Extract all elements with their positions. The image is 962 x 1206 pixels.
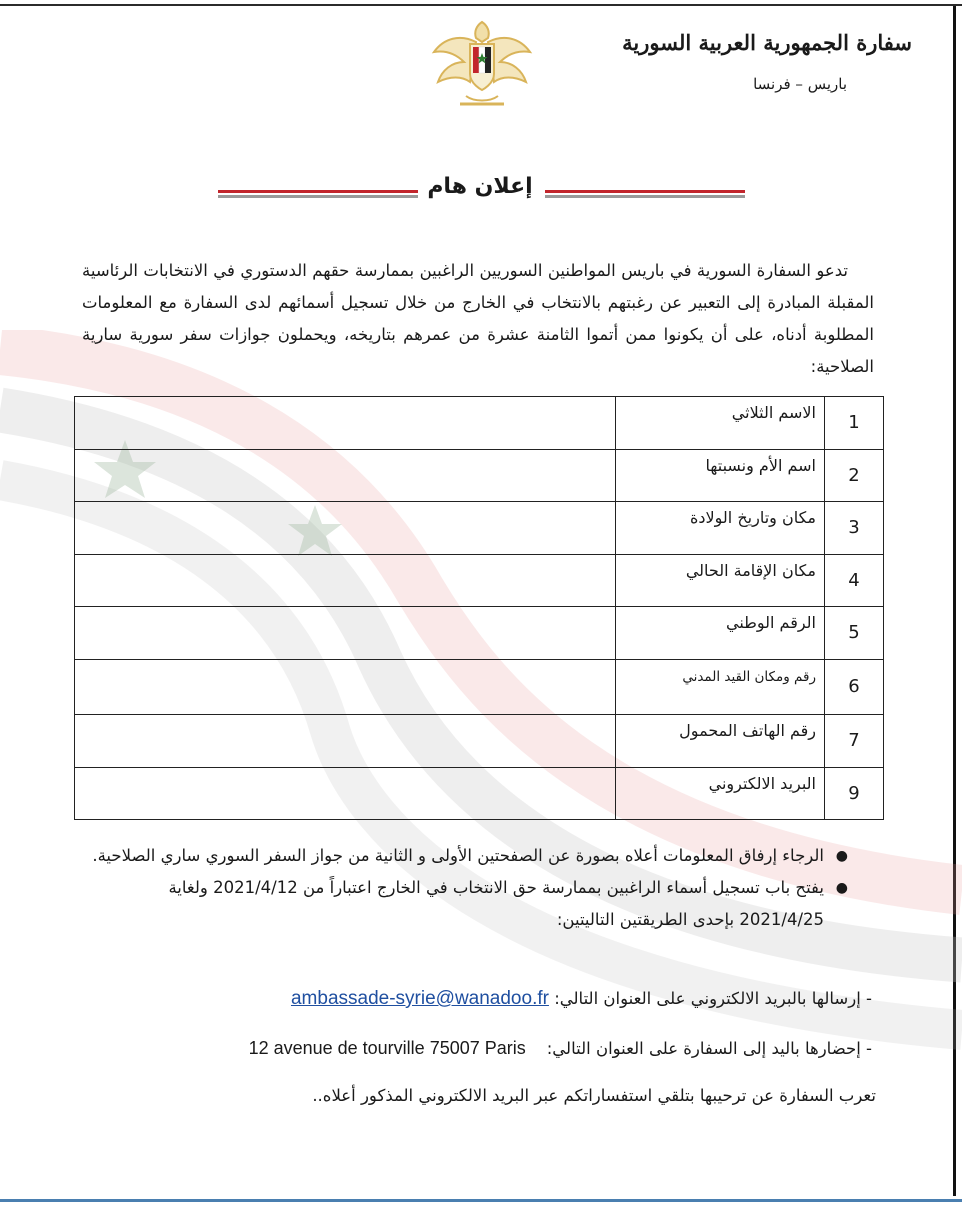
row-number: 2 bbox=[825, 449, 884, 502]
registration-info-table bbox=[74, 396, 884, 820]
row-number: 9 bbox=[825, 767, 884, 820]
bullet-icon: ● bbox=[835, 880, 848, 896]
table-row bbox=[75, 397, 884, 450]
row-label: البريد الالكتروني bbox=[616, 767, 825, 820]
row-label: الرقم الوطني bbox=[616, 607, 825, 660]
notes-list bbox=[84, 840, 854, 936]
row-number: 5 bbox=[825, 607, 884, 660]
intro-paragraph: تدعو السفارة السورية في باريس المواطنين السوريين الراغبين بممارسة حقهم الدستوري في الانتخابات الرئاسية المقبلة المبادرة إلى التعبير عن رغبتهم بالانتخاب في الخارج من خلال تسجيل أسمائهم لدى السفارة مع المعلومات المطلوبة أدناه، على أن يكونوا ممن أتموا الثامنة عشرة من عمرهم بتاريخه، ويحملون جوازات سفر سورية سارية الصلاحية: bbox=[82, 261, 874, 376]
email-method-label: - إرسالها بالبريد الالكتروني على العنوان التالي: bbox=[554, 989, 872, 1008]
page-frame-top bbox=[0, 4, 962, 6]
table-row bbox=[75, 554, 884, 607]
row-label: مكان وتاريخ الولادة bbox=[616, 502, 825, 555]
row-value-cell bbox=[75, 502, 616, 555]
hand-delivery-label: - إحضارها باليد إلى السفارة على العنوان التالي: bbox=[546, 1039, 872, 1058]
syrian-eagle-emblem-icon bbox=[430, 12, 534, 116]
row-label: الاسم الثلاثي bbox=[616, 397, 825, 450]
table-row bbox=[75, 502, 884, 555]
heading-rule-left bbox=[218, 190, 418, 198]
announcement-title: إعلان هام bbox=[427, 174, 533, 199]
closing-text: تعرب السفارة عن ترحيبها بتلقي استفساراتكم عبر البريد الالكتروني المذكور أعلاه.. bbox=[312, 1086, 876, 1105]
row-number: 3 bbox=[825, 502, 884, 555]
row-label: مكان الإقامة الحالي bbox=[616, 554, 825, 607]
row-label: اسم الأم ونسبتها bbox=[616, 449, 825, 502]
note-item bbox=[84, 840, 854, 872]
note-text: يفتح باب تسجيل أسماء الراغبين بممارسة حق الانتخاب في الخارج اعتباراً من 2021/4/12 ولغاية 2021/4/25 بإحدى الطريقتين التاليتين: bbox=[168, 878, 824, 929]
row-value-cell bbox=[75, 397, 616, 450]
embassy-location: باريس – فرنسا bbox=[753, 75, 847, 93]
row-label: رقم ومكان القيد المدني bbox=[616, 659, 825, 715]
embassy-email-link[interactable]: ambassade-syrie@wanadoo.fr bbox=[290, 988, 549, 1009]
note-item bbox=[84, 872, 854, 936]
bullet-icon: ● bbox=[835, 848, 848, 864]
row-value-cell bbox=[75, 767, 616, 820]
row-number: 6 bbox=[825, 659, 884, 715]
row-value-cell bbox=[75, 715, 616, 768]
table-row bbox=[75, 659, 884, 715]
heading-rule-right bbox=[545, 190, 745, 198]
embassy-name: سفارة الجمهورية العربية السورية bbox=[622, 30, 912, 55]
note-text: الرجاء إرفاق المعلومات أعلاه بصورة عن الصفحتين الأولى و الثانية من جواز السفر السوري ساري الصلاحية. bbox=[92, 846, 824, 865]
table-row bbox=[75, 767, 884, 820]
announcement-heading bbox=[0, 170, 962, 210]
row-number: 4 bbox=[825, 554, 884, 607]
page-frame-bottom bbox=[0, 1199, 962, 1202]
table-row bbox=[75, 449, 884, 502]
row-number: 1 bbox=[825, 397, 884, 450]
embassy-address: 12 avenue de tourville 75007 Paris bbox=[248, 1038, 526, 1058]
hand-delivery-line bbox=[249, 1038, 872, 1059]
email-method-line bbox=[291, 988, 872, 1010]
table-row bbox=[75, 715, 884, 768]
row-number: 7 bbox=[825, 715, 884, 768]
row-value-cell bbox=[75, 659, 616, 715]
row-label: رقم الهاتف المحمول bbox=[616, 715, 825, 768]
table-row bbox=[75, 607, 884, 660]
row-value-cell bbox=[75, 554, 616, 607]
row-value-cell bbox=[75, 449, 616, 502]
row-value-cell bbox=[75, 607, 616, 660]
